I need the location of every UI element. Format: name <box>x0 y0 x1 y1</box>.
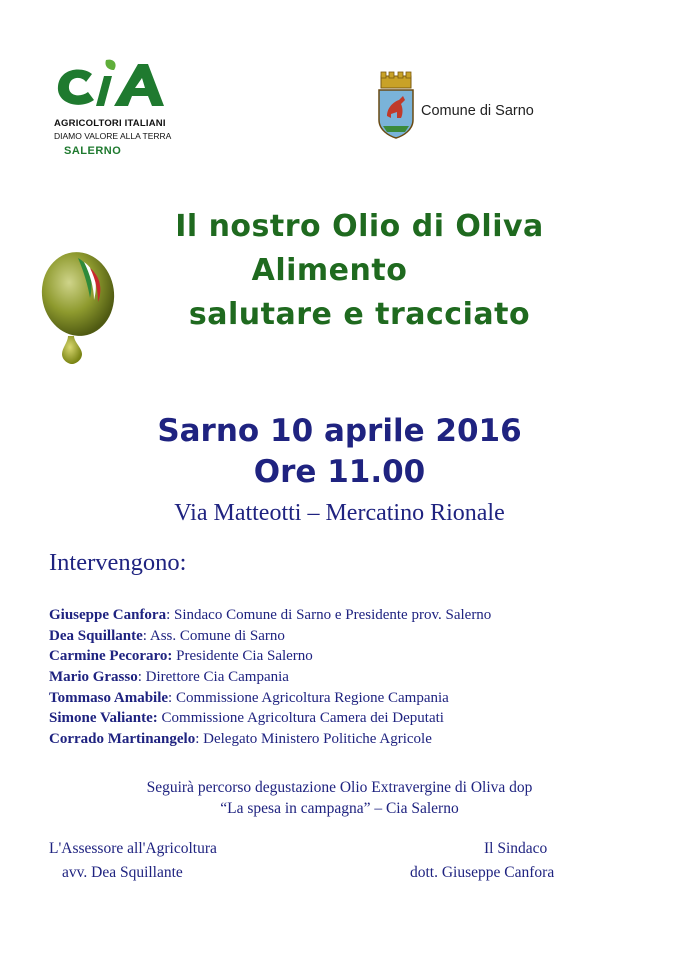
speaker-item <box>49 690 491 711</box>
cia-logo-mark-icon <box>52 56 170 114</box>
title-line-2: Alimento <box>251 253 408 288</box>
speaker-role: Commissione Agricoltura Camera dei Deputati <box>157 710 444 727</box>
speaker-item <box>49 731 491 752</box>
tasting-subtitle: “La spesa in campagna” – Cia Salerno <box>220 800 459 817</box>
speaker-name: Giuseppe Canfora <box>49 607 167 623</box>
speaker-role: : Direttore Cia Campania <box>137 669 289 686</box>
speaker-role: : Delegato Ministero Politiche Agricole <box>195 731 432 748</box>
speaker-item <box>49 710 491 731</box>
speaker-role: : Sindaco Comune di Sarno e Presidente prov. Salerno <box>166 607 492 623</box>
comune-logo <box>375 70 575 144</box>
signature-right-name: dott. Giuseppe Canfora <box>410 864 555 881</box>
event-time: Ore 11.00 <box>253 454 426 490</box>
speaker-role: : Commissione Agricoltura Regione Campania <box>168 689 449 706</box>
signature-left-title: L'Assessore all'Agricoltura <box>49 840 217 857</box>
speaker-item <box>49 648 491 669</box>
cia-logo <box>52 56 172 162</box>
comune-label: Comune di Sarno <box>421 103 534 119</box>
speaker-name: Simone Valiante: <box>49 710 158 727</box>
event-venue: Via Matteotti – Mercatino Rionale <box>174 500 505 526</box>
speaker-name: Dea Squillante <box>49 627 143 644</box>
signature-right-title: Il Sindaco <box>484 840 548 857</box>
speaker-item <box>49 628 491 649</box>
speaker-role: Presidente Cia Salerno <box>172 648 313 665</box>
speaker-item <box>49 669 491 690</box>
title-line-1: Il nostro Olio di Oliva <box>175 209 544 244</box>
speakers-list <box>49 607 491 752</box>
title-line-3: salutare e tracciato <box>188 297 531 332</box>
speaker-name: Mario Grasso <box>49 669 138 686</box>
speaker-name: Carmine Pecoraro: <box>49 648 173 665</box>
cia-logo-slogan: DIAMO VALORE ALLA TERRA <box>54 131 172 141</box>
speaker-name: Tommaso Amabile <box>49 689 169 706</box>
speaker-role: : Ass. Comune di Sarno <box>142 627 285 644</box>
tasting-note: Seguirà percorso degustazione Olio Extravergine di Oliva dop <box>146 779 533 796</box>
speaker-item <box>49 607 491 628</box>
cia-logo-line1: AGRICOLTORI ITALIANI <box>54 118 166 129</box>
cia-logo-province: SALERNO <box>64 145 122 157</box>
signature-left-name: avv. Dea Squillante <box>62 864 183 881</box>
crest-icon <box>375 70 417 140</box>
speakers-heading: Intervengono: <box>49 549 187 576</box>
speaker-name: Corrado Martinangelo <box>49 731 196 748</box>
event-date: Sarno 10 aprile 2016 <box>157 413 522 449</box>
